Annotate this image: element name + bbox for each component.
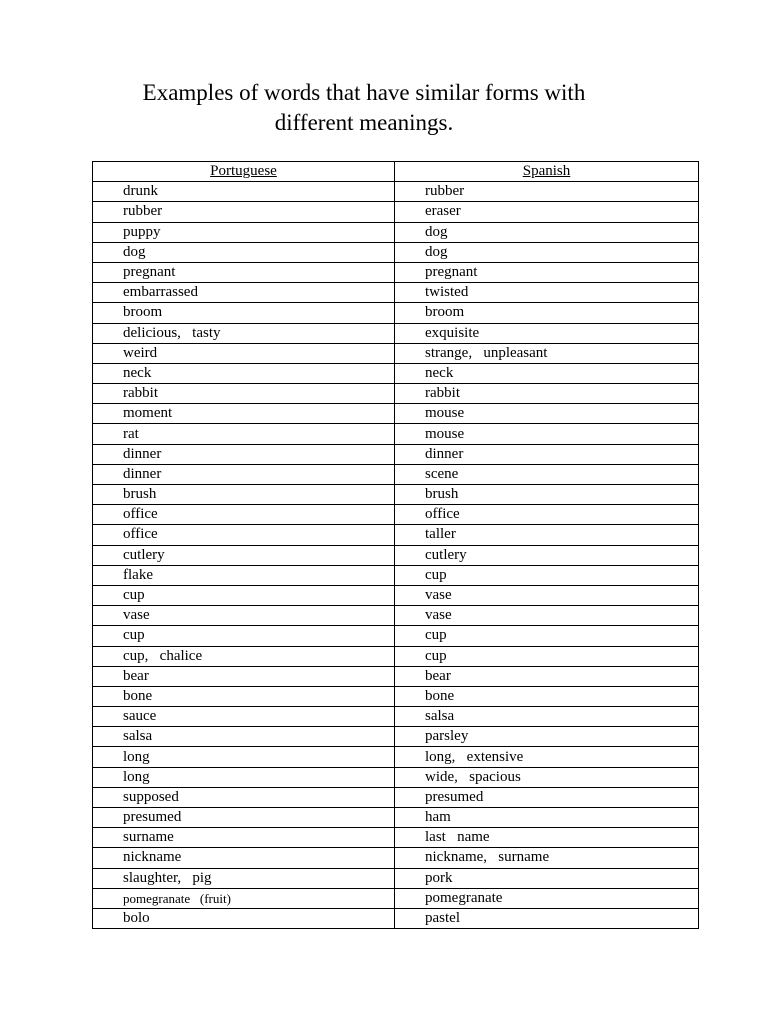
table-row	[93, 262, 699, 282]
spanish-cell: office	[395, 505, 699, 525]
spanish-cell: rubber	[395, 182, 699, 202]
table-row	[93, 565, 699, 585]
table-row	[93, 787, 699, 807]
portuguese-cell: long	[93, 767, 395, 787]
spanish-cell: wide, spacious	[395, 767, 699, 787]
table-row	[93, 606, 699, 626]
spanish-cell: brush	[395, 485, 699, 505]
spanish-cell: salsa	[395, 707, 699, 727]
portuguese-cell: vase	[93, 606, 395, 626]
spanish-cell: pomegranate	[395, 888, 699, 908]
spanish-cell: mouse	[395, 404, 699, 424]
word-comparison-table	[92, 161, 699, 929]
portuguese-cell: dinner	[93, 464, 395, 484]
portuguese-cell: office	[93, 525, 395, 545]
spanish-cell: broom	[395, 303, 699, 323]
portuguese-cell: rubber	[93, 202, 395, 222]
table-row	[93, 444, 699, 464]
portuguese-cell: cutlery	[93, 545, 395, 565]
portuguese-cell: pregnant	[93, 262, 395, 282]
table-row	[93, 283, 699, 303]
portuguese-cell: presumed	[93, 808, 395, 828]
header-portuguese: Portuguese	[93, 162, 395, 182]
table-row	[93, 182, 699, 202]
spanish-cell: pastel	[395, 908, 699, 928]
spanish-cell: dog	[395, 222, 699, 242]
spanish-cell: long, extensive	[395, 747, 699, 767]
table-row	[93, 464, 699, 484]
spanish-cell: cutlery	[395, 545, 699, 565]
spanish-cell: exquisite	[395, 323, 699, 343]
table-row	[93, 727, 699, 747]
title-line-2: different meanings.	[274, 110, 454, 135]
portuguese-cell: weird	[93, 343, 395, 363]
portuguese-cell: dinner	[93, 444, 395, 464]
portuguese-cell: surname	[93, 828, 395, 848]
table-row	[93, 242, 699, 262]
spanish-cell: parsley	[395, 727, 699, 747]
table-row	[93, 202, 699, 222]
table-body	[93, 182, 699, 929]
table-row	[93, 828, 699, 848]
portuguese-cell: salsa	[93, 727, 395, 747]
portuguese-cell: office	[93, 505, 395, 525]
table-row	[93, 343, 699, 363]
portuguese-cell: nickname	[93, 848, 395, 868]
portuguese-cell: bear	[93, 666, 395, 686]
table-row	[93, 384, 699, 404]
table-row	[93, 525, 699, 545]
portuguese-cell: sauce	[93, 707, 395, 727]
spanish-cell: dog	[395, 242, 699, 262]
table-row	[93, 363, 699, 383]
table-row	[93, 707, 699, 727]
spanish-cell: cup	[395, 646, 699, 666]
table-row	[93, 323, 699, 343]
spanish-cell: pregnant	[395, 262, 699, 282]
table-row	[93, 585, 699, 605]
spanish-cell: neck	[395, 363, 699, 383]
table-row	[93, 404, 699, 424]
table-row	[93, 808, 699, 828]
portuguese-cell: pomegranate (fruit)	[93, 888, 395, 908]
portuguese-cell: bolo	[93, 908, 395, 928]
spanish-cell: presumed	[395, 787, 699, 807]
table-row	[93, 303, 699, 323]
spanish-cell: vase	[395, 606, 699, 626]
spanish-cell: bone	[395, 686, 699, 706]
spanish-cell: bear	[395, 666, 699, 686]
table-row	[93, 505, 699, 525]
table-row	[93, 666, 699, 686]
portuguese-cell: neck	[93, 363, 395, 383]
portuguese-cell: broom	[93, 303, 395, 323]
portuguese-cell: rat	[93, 424, 395, 444]
spanish-cell: strange, unpleasant	[395, 343, 699, 363]
header-spanish: Spanish	[395, 162, 699, 182]
portuguese-cell: moment	[93, 404, 395, 424]
spanish-cell: twisted	[395, 283, 699, 303]
portuguese-cell: cup	[93, 626, 395, 646]
spanish-cell: scene	[395, 464, 699, 484]
spanish-cell: cup	[395, 565, 699, 585]
table-row	[93, 222, 699, 242]
table-row	[93, 868, 699, 888]
portuguese-cell: embarrassed	[93, 283, 395, 303]
portuguese-cell: drunk	[93, 182, 395, 202]
portuguese-cell: puppy	[93, 222, 395, 242]
portuguese-cell: rabbit	[93, 384, 395, 404]
portuguese-cell: bone	[93, 686, 395, 706]
spanish-cell: taller	[395, 525, 699, 545]
table-row	[93, 888, 699, 908]
table-row	[93, 747, 699, 767]
table-row	[93, 686, 699, 706]
spanish-cell: eraser	[395, 202, 699, 222]
table-row	[93, 485, 699, 505]
spanish-cell: rabbit	[395, 384, 699, 404]
table-row	[93, 848, 699, 868]
portuguese-cell: cup, chalice	[93, 646, 395, 666]
table-row	[93, 767, 699, 787]
title-line-1: Examples of words that have similar forms with	[142, 80, 586, 105]
spanish-cell: cup	[395, 626, 699, 646]
table-row	[93, 908, 699, 928]
document-title	[0, 78, 728, 138]
table-row	[93, 626, 699, 646]
table-header-row	[93, 162, 699, 182]
portuguese-cell: flake	[93, 565, 395, 585]
spanish-cell: ham	[395, 808, 699, 828]
portuguese-cell: delicious, tasty	[93, 323, 395, 343]
portuguese-cell: cup	[93, 585, 395, 605]
portuguese-cell: brush	[93, 485, 395, 505]
spanish-cell: last name	[395, 828, 699, 848]
table-row	[93, 424, 699, 444]
table-row	[93, 646, 699, 666]
spanish-cell: nickname, surname	[395, 848, 699, 868]
spanish-cell: dinner	[395, 444, 699, 464]
spanish-cell: mouse	[395, 424, 699, 444]
table-row	[93, 545, 699, 565]
portuguese-cell: long	[93, 747, 395, 767]
portuguese-cell: dog	[93, 242, 395, 262]
portuguese-cell: slaughter, pig	[93, 868, 395, 888]
spanish-cell: pork	[395, 868, 699, 888]
spanish-cell: vase	[395, 585, 699, 605]
portuguese-cell: supposed	[93, 787, 395, 807]
